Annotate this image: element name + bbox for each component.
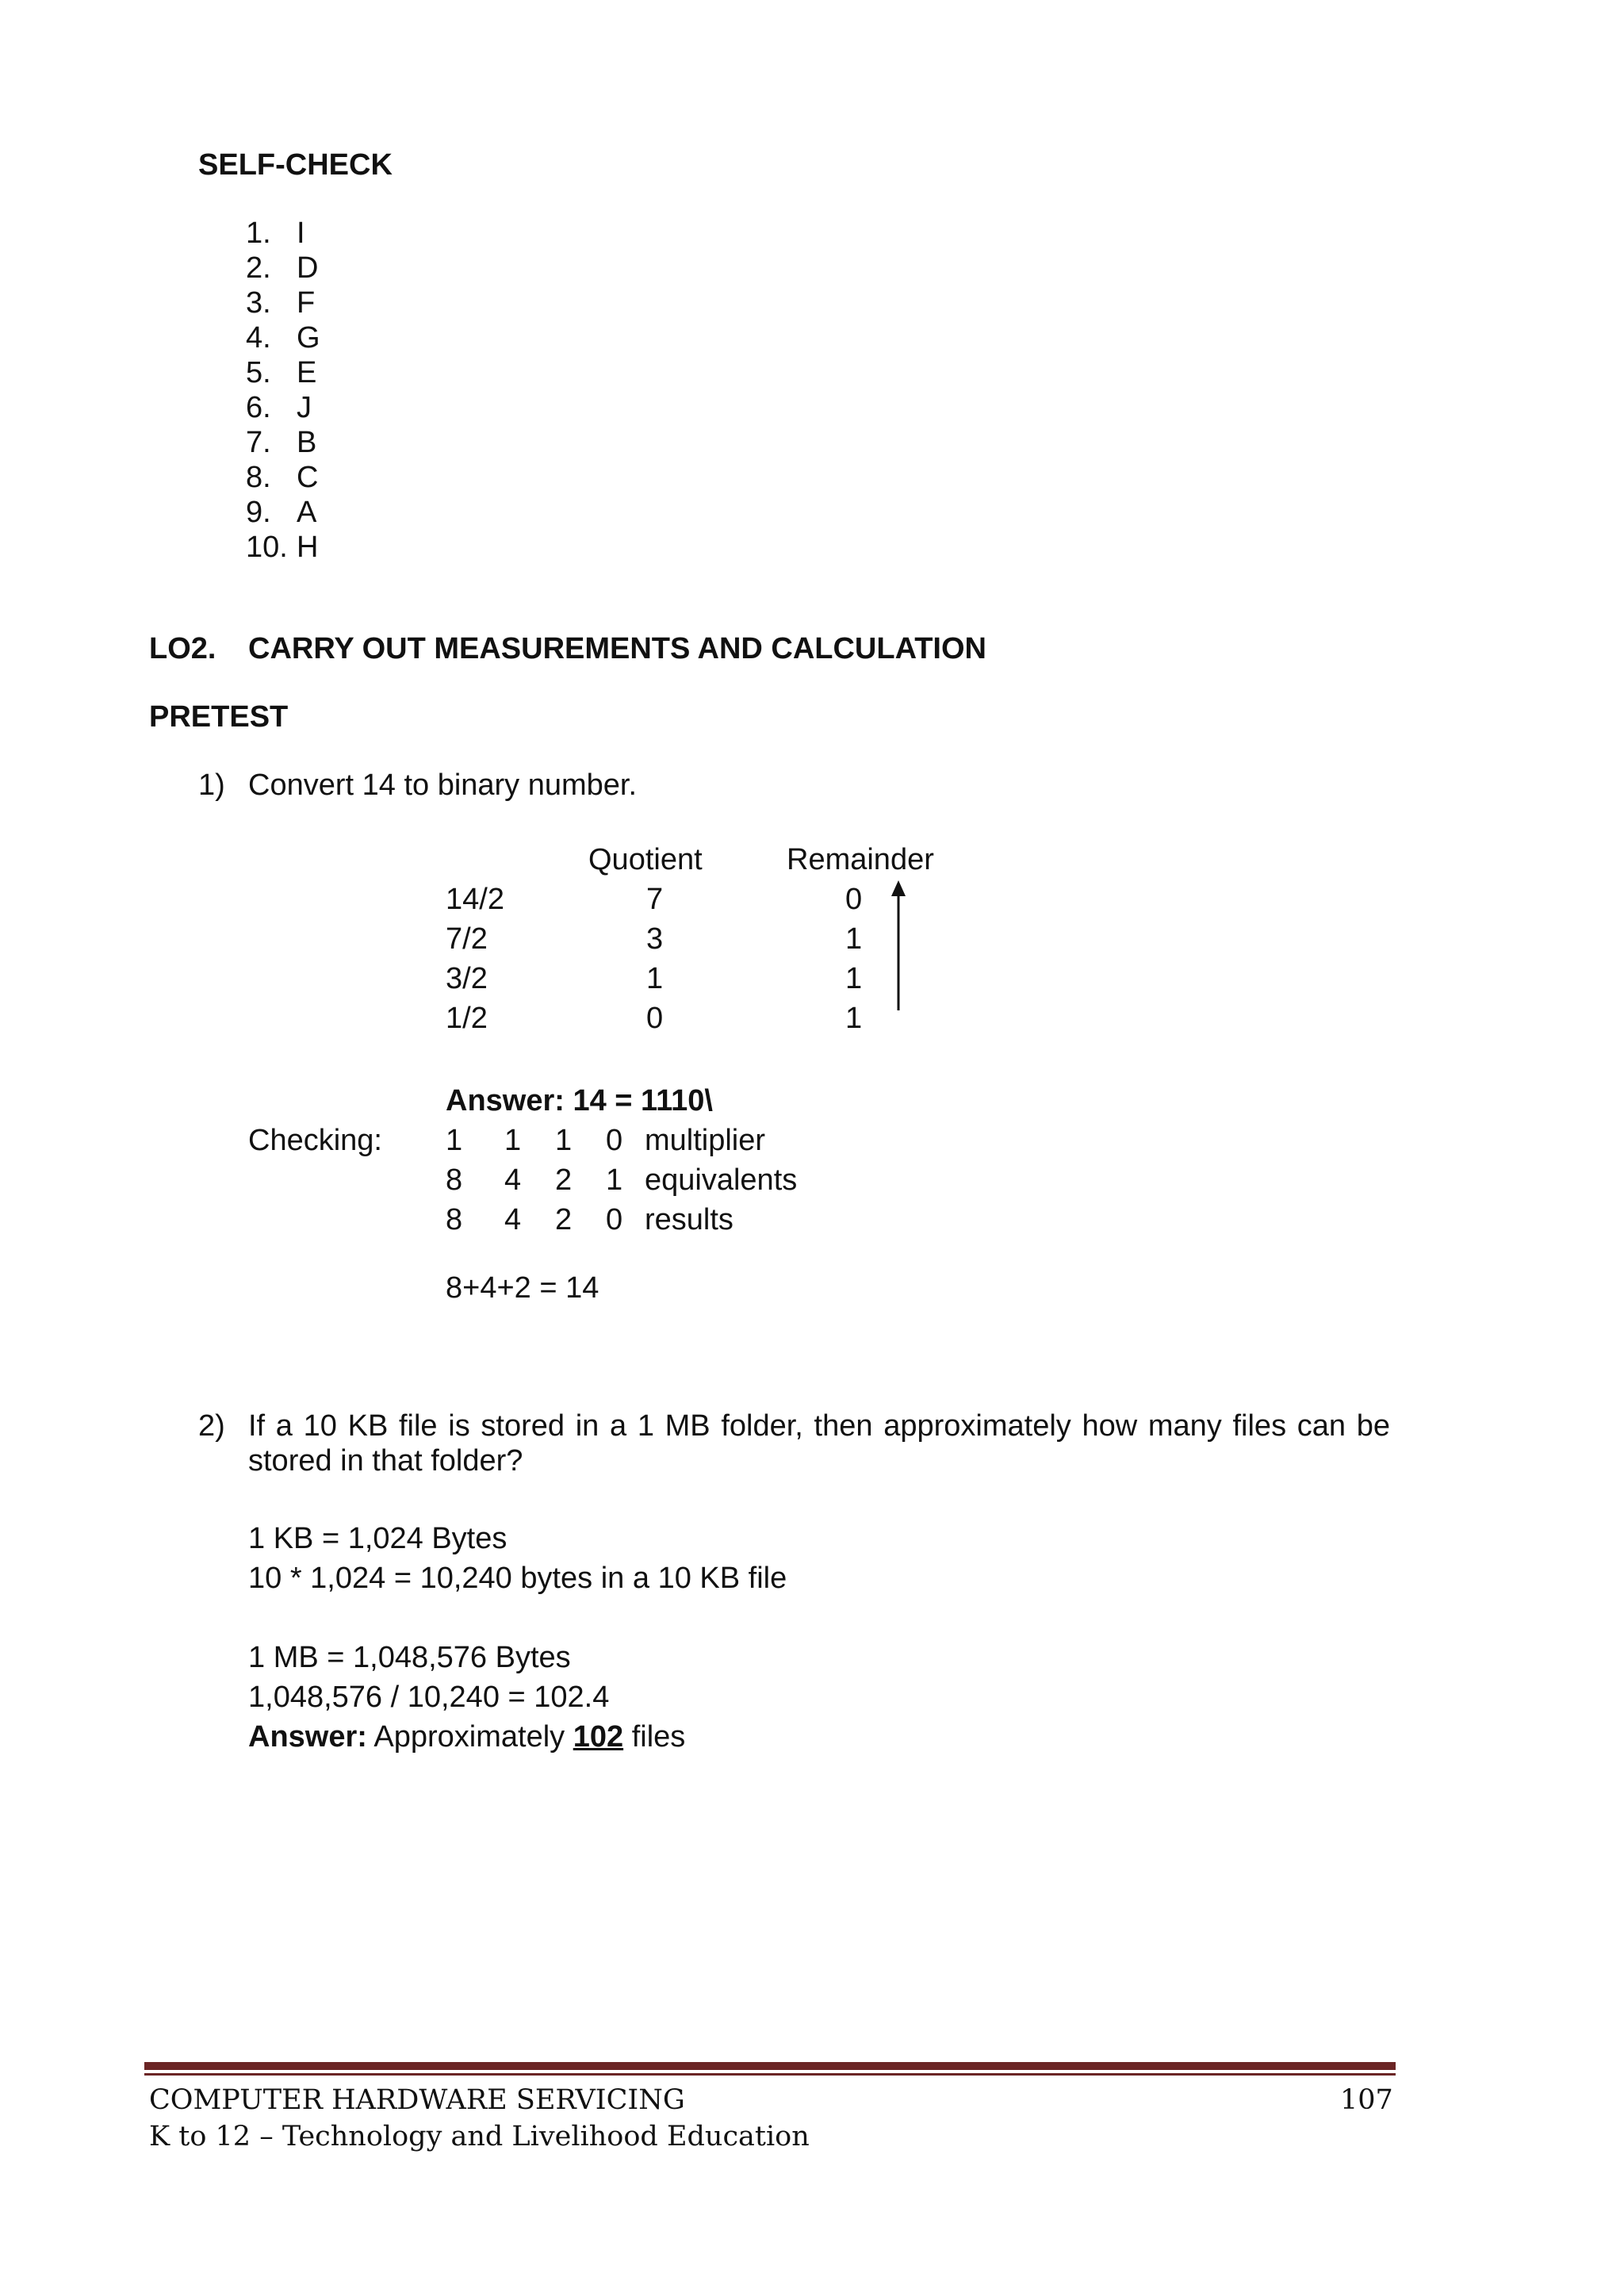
item-answer: B [297,426,317,459]
quotient-header: Quotient [588,843,703,876]
quotient-cell: 0 [646,1002,664,1035]
answer-suffix: files [631,1720,686,1754]
page-number: 107 [1340,2084,1393,2116]
item-answer: F [297,286,316,320]
footer-title: COMPUTER HARDWARE SERVICING [149,2084,685,2116]
item-number: 7. [246,426,271,459]
division-cell: 1/2 [446,1002,488,1035]
digit-cell: 1 [504,1124,522,1157]
item-number: 2. [246,251,271,285]
pretest-heading: PRETEST [149,700,289,734]
digit-cell: 0 [606,1124,623,1157]
digit-cell: 1 [555,1124,573,1157]
digit-cell: 0 [606,1203,623,1236]
answer-label: Answer: [248,1720,367,1754]
item-answer: G [297,321,320,355]
item-number: 3. [246,286,271,320]
division-cell: 7/2 [446,922,488,956]
digit-cell: 4 [504,1163,522,1197]
digit-cell: 8 [446,1203,463,1236]
answer-value: 102 [573,1720,624,1754]
calc-line-3: 1 MB = 1,048,576 Bytes [248,1641,571,1674]
question-2-number: 2) [198,1409,225,1443]
question-1-text: Convert 14 to binary number. [248,769,638,802]
item-answer: I [297,217,305,250]
remainder-header: Remainder [787,843,934,876]
digit-cell: 8 [446,1163,463,1197]
sum-line: 8+4+2 = 14 [446,1271,599,1305]
item-answer: C [297,461,319,494]
quotient-cell: 3 [646,922,664,956]
quotient-cell: 7 [646,883,664,916]
row-label: results [645,1203,733,1236]
division-cell: 3/2 [446,962,488,995]
digit-cell: 2 [555,1203,573,1236]
question-2-answer [248,1719,685,1754]
item-answer: E [297,356,317,389]
footer-subtitle: K to 12 – Technology and Livelihood Education [149,2121,810,2152]
checking-label: Checking: [248,1124,382,1157]
question-1-number: 1) [198,769,225,802]
question-1-answer: Answer: 14 = 1110\ [446,1084,713,1117]
row-label: multiplier [645,1124,766,1157]
remainder-cell: 1 [845,962,863,995]
item-number: 6. [246,391,271,424]
quotient-cell: 1 [646,962,664,995]
calc-line-1: 1 KB = 1,024 Bytes [248,1522,508,1555]
lo2-title: CARRY OUT MEASUREMENTS AND CALCULATION [248,632,986,665]
item-number: 1. [246,217,271,250]
digit-cell: 2 [555,1163,573,1197]
calc-line-4: 1,048,576 / 10,240 = 102.4 [248,1681,610,1714]
digit-cell: 1 [606,1163,623,1197]
question-2-text: If a 10 KB file is stored in a 1 MB folder, then approximately how many files can be stored in that folder? [248,1409,1390,1478]
footer-rule-thin [144,2073,1396,2076]
item-number: 5. [246,356,271,389]
footer-rule [144,2062,1396,2070]
item-answer: H [297,531,319,564]
item-number: 4. [246,321,271,355]
remainder-cell: 1 [845,1002,863,1035]
item-answer: A [297,496,317,529]
row-label: equivalents [645,1163,798,1197]
item-number: 8. [246,461,271,494]
up-arrow-icon [887,880,910,1015]
answer-prefix: Approximately [373,1720,565,1754]
item-number: 9. [246,496,271,529]
item-answer: J [297,391,312,424]
remainder-cell: 1 [845,922,863,956]
calc-line-2: 10 * 1,024 = 10,240 bytes in a 10 KB file [248,1562,787,1595]
division-cell: 14/2 [446,883,504,916]
lo2-code: LO2. [149,632,216,665]
digit-cell: 1 [446,1124,463,1157]
self-check-heading: SELF-CHECK [198,148,393,182]
item-number: 10. [246,531,288,564]
item-answer: D [297,251,319,285]
remainder-cell: 0 [845,883,863,916]
digit-cell: 4 [504,1203,522,1236]
